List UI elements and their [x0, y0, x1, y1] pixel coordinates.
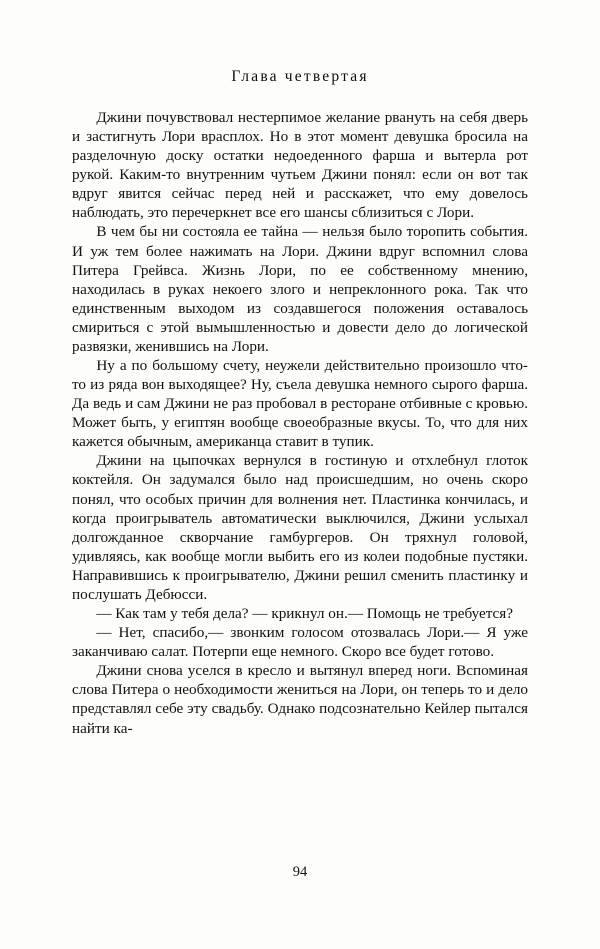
paragraph: Джини снова уселся в кресло и вытянул вперед ноги. Вспоминая слова Питера о необходимости жениться на Лори, он теперь то и дело представлял себе эту свадьбу. Однако подсознательно Кейлер пытался найти ка- — [72, 662, 528, 737]
body-text — [72, 108, 528, 738]
paragraph: Джини на цыпочках вернулся в гостиную и отхлебнул глоток коктейля. Он задумался было над происшедшим, но очень скоро понял, что особых причин для волнения нет. Пластинка кончилась, и когда проигрыватель автоматически выключился, Джини услыхал долгожданное скворчание гамбургеров. Он тряхнул головой, удивляясь, как вообще могли выбить его из колеи подобные пустяки. Направившись к проигрывателю, Джини решил сменить пластинку и послушать Дебюсси. — [72, 452, 528, 603]
paragraph-dialogue: — Как там у тебя дела? — крикнул он.— Помощь не требуется? — [96, 605, 514, 623]
page-number: 94 — [292, 864, 308, 880]
paragraph-dialogue: — Нет, спасибо,— звонким голосом отозвалась Лори.— Я уже заканчиваю салат. Потерпи еще немного. Скоро все будет готово. — [72, 624, 528, 661]
paragraph: Ну а по большому счету, неужели действительно произошло что-то из ряда вон выходящее? Ну, съела девушка немного сырого фарша. Да ведь и сам Джини не раз пробовал в ресторане отбивные с кровью. Может быть, у египтян вообще своеобразные вкусы. То, что для них кажется обычным, американца ставит в тупик. — [72, 357, 528, 451]
chapter-heading: Глава четвертая — [231, 68, 369, 85]
paragraph: В чем бы ни состояла ее тайна — нельзя было торопить события. И уж тем более нажимать на Лори. Джини вдруг вспомнил слова Питера Грейвса. Жизнь Лори, по ее собственному мнению, находилась в руках некоего злого и непреклонного рока. Так что единственным выходом из создавшегося положения оставалось смириться с этой вымышленностью и довести дело до логической развязки, женившись на Лори. — [72, 223, 528, 355]
paragraph: Джини почувствовал нестерпимое желание рвануть на себя дверь и застигнуть Лори врасплох. Но в этот момент девушка бросила на разделочную доску остатки недоеденного фарша и вытерла рот рукой. Каким-то внутренним чутьем Джини понял: если он вот так вдруг явится сейчас перед ней и расскажет, что ему довелось наблюдать, это перечеркнет все его шансы сблизиться с Лори. — [72, 109, 528, 222]
